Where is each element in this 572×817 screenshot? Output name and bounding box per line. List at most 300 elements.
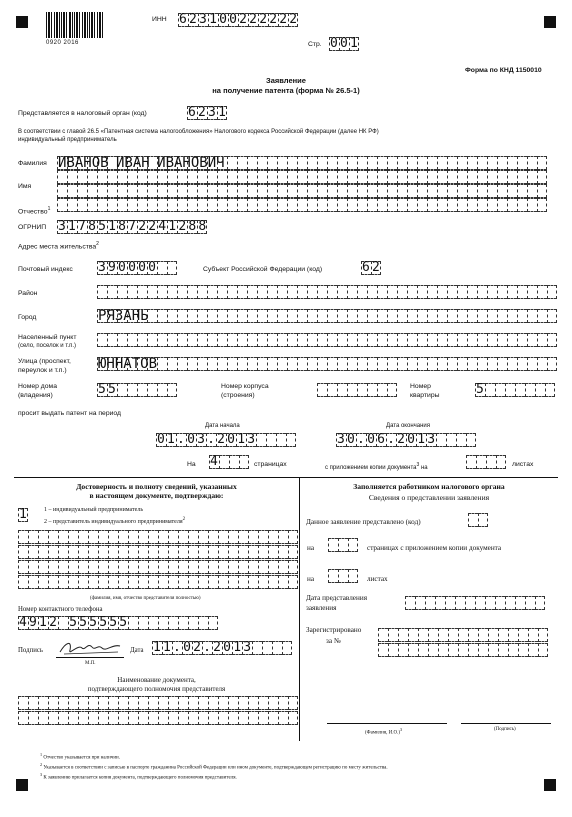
input-cell[interactable]: [238, 575, 248, 589]
input-cell[interactable]: [158, 616, 168, 630]
input-cell[interactable]: [427, 309, 437, 323]
input-cell[interactable]: [168, 616, 178, 630]
input-cell[interactable]: [177, 309, 187, 323]
input-cell[interactable]: [108, 560, 118, 574]
input-cell[interactable]: [266, 433, 276, 447]
input-cell[interactable]: [148, 545, 158, 559]
right-sheets-cells[interactable]: [328, 569, 358, 583]
input-cell[interactable]: [177, 285, 187, 299]
input-cell[interactable]: [467, 357, 477, 371]
input-cell[interactable]: [327, 198, 337, 212]
input-cell[interactable]: [138, 696, 148, 710]
input-cell[interactable]: [178, 530, 188, 544]
input-cell[interactable]: [327, 184, 337, 198]
input-cell[interactable]: [317, 333, 327, 347]
input-cell[interactable]: [267, 170, 277, 184]
input-cell[interactable]: [197, 184, 207, 198]
input-cell[interactable]: [458, 628, 468, 642]
input-cell[interactable]: [478, 643, 488, 657]
input-cell[interactable]: [297, 198, 307, 212]
input-cell[interactable]: [407, 170, 417, 184]
input-cell[interactable]: [467, 170, 477, 184]
input-cell[interactable]: [68, 575, 78, 589]
input-cell[interactable]: [527, 285, 537, 299]
input-cell[interactable]: [177, 333, 187, 347]
input-cell[interactable]: [237, 357, 247, 371]
input-cell[interactable]: [377, 198, 387, 212]
input-cell[interactable]: [425, 596, 435, 610]
input-cell[interactable]: [229, 455, 239, 469]
input-cell[interactable]: [248, 575, 258, 589]
input-cell[interactable]: [157, 333, 167, 347]
building-cells[interactable]: [317, 383, 397, 397]
input-cell[interactable]: [258, 696, 268, 710]
input-cell[interactable]: [218, 575, 228, 589]
input-cell[interactable]: [397, 357, 407, 371]
input-cell[interactable]: [535, 596, 545, 610]
input-cell[interactable]: [277, 156, 287, 170]
input-cell[interactable]: [487, 156, 497, 170]
input-cell[interactable]: [77, 170, 87, 184]
input-cell[interactable]: [138, 560, 148, 574]
input-cell[interactable]: [517, 309, 527, 323]
input-cell[interactable]: [327, 156, 337, 170]
input-cell[interactable]: [268, 560, 278, 574]
input-cell[interactable]: [257, 333, 267, 347]
input-cell[interactable]: [18, 545, 28, 559]
input-cell[interactable]: [219, 455, 229, 469]
input-cell[interactable]: [127, 184, 137, 198]
input-cell[interactable]: [178, 560, 188, 574]
input-cell[interactable]: [418, 643, 428, 657]
input-cell[interactable]: [168, 530, 178, 544]
input-cell[interactable]: [297, 333, 307, 347]
input-cell[interactable]: [367, 198, 377, 212]
input-cell[interactable]: [177, 184, 187, 198]
input-cell[interactable]: [357, 184, 367, 198]
input-cell[interactable]: [278, 696, 288, 710]
input-cell[interactable]: [117, 285, 127, 299]
input-cell[interactable]: [57, 184, 67, 198]
input-cell[interactable]: [317, 309, 327, 323]
input-cell[interactable]: [197, 333, 207, 347]
input-cell[interactable]: [287, 170, 297, 184]
input-cell[interactable]: [88, 696, 98, 710]
input-cell[interactable]: [98, 575, 108, 589]
input-cell[interactable]: [187, 184, 197, 198]
input-cell[interactable]: [517, 357, 527, 371]
input-cell[interactable]: [227, 198, 237, 212]
input-cell[interactable]: [128, 696, 138, 710]
input-cell[interactable]: [276, 433, 286, 447]
input-cell[interactable]: [188, 711, 198, 725]
input-cell[interactable]: [188, 530, 198, 544]
input-cell[interactable]: [547, 333, 557, 347]
input-cell[interactable]: [388, 643, 398, 657]
input-cell[interactable]: [307, 285, 317, 299]
right-pages-cells[interactable]: [328, 538, 358, 552]
input-cell[interactable]: [198, 616, 208, 630]
input-cell[interactable]: [337, 333, 347, 347]
input-cell[interactable]: [507, 333, 517, 347]
input-cell[interactable]: [248, 545, 258, 559]
input-cell[interactable]: [218, 530, 228, 544]
input-cell[interactable]: [258, 711, 268, 725]
input-cell[interactable]: [378, 643, 388, 657]
input-cell[interactable]: [537, 170, 547, 184]
input-cell[interactable]: [367, 383, 377, 397]
input-cell[interactable]: [207, 170, 217, 184]
input-cell[interactable]: [207, 198, 217, 212]
input-cell[interactable]: [262, 641, 272, 655]
input-cell[interactable]: [147, 383, 157, 397]
input-cell[interactable]: [78, 545, 88, 559]
input-cell[interactable]: [168, 560, 178, 574]
input-cell[interactable]: [417, 198, 427, 212]
input-cell[interactable]: [108, 696, 118, 710]
input-cell[interactable]: [435, 596, 445, 610]
locality-cells[interactable]: [97, 333, 557, 347]
input-cell[interactable]: [377, 285, 387, 299]
input-cell[interactable]: [457, 184, 467, 198]
input-cell[interactable]: [137, 383, 147, 397]
input-cell[interactable]: [88, 530, 98, 544]
input-cell[interactable]: [397, 333, 407, 347]
input-cell[interactable]: [67, 198, 77, 212]
input-cell[interactable]: [357, 170, 367, 184]
input-cell[interactable]: [527, 184, 537, 198]
input-cell[interactable]: [217, 357, 227, 371]
input-cell[interactable]: [367, 170, 377, 184]
input-cell[interactable]: [138, 616, 148, 630]
input-cell[interactable]: [178, 616, 188, 630]
input-cell[interactable]: [38, 711, 48, 725]
input-cell[interactable]: [537, 156, 547, 170]
input-cell[interactable]: [288, 696, 298, 710]
input-cell[interactable]: [407, 333, 417, 347]
input-cell[interactable]: [207, 309, 217, 323]
input-cell[interactable]: [108, 711, 118, 725]
input-cell[interactable]: [158, 530, 168, 544]
input-cell[interactable]: [465, 596, 475, 610]
input-cell[interactable]: [277, 333, 287, 347]
input-cell[interactable]: [188, 696, 198, 710]
input-cell[interactable]: [268, 575, 278, 589]
input-cell[interactable]: [218, 711, 228, 725]
input-cell[interactable]: [477, 333, 487, 347]
input-cell[interactable]: [18, 575, 28, 589]
input-cell[interactable]: [207, 184, 217, 198]
input-cell[interactable]: [437, 333, 447, 347]
input-cell[interactable]: [278, 530, 288, 544]
input-cell[interactable]: [518, 643, 528, 657]
input-cell[interactable]: [78, 575, 88, 589]
input-cell[interactable]: [158, 575, 168, 589]
input-cell[interactable]: [417, 170, 427, 184]
input-cell[interactable]: [257, 357, 267, 371]
input-cell[interactable]: [267, 198, 277, 212]
input-cell[interactable]: [367, 309, 377, 323]
input-cell[interactable]: [455, 596, 465, 610]
input-cell[interactable]: [497, 156, 507, 170]
input-cell[interactable]: [327, 333, 337, 347]
input-cell[interactable]: [198, 711, 208, 725]
input-cell[interactable]: [108, 530, 118, 544]
input-cell[interactable]: [158, 560, 168, 574]
input-cell[interactable]: [508, 643, 518, 657]
input-cell[interactable]: [278, 560, 288, 574]
input-cell[interactable]: [338, 569, 348, 583]
input-cell[interactable]: [78, 711, 88, 725]
input-cell[interactable]: [347, 333, 357, 347]
input-cell[interactable]: [527, 357, 537, 371]
input-cell[interactable]: [317, 285, 327, 299]
input-cell[interactable]: [297, 184, 307, 198]
input-cell[interactable]: [477, 156, 487, 170]
input-cell[interactable]: [287, 285, 297, 299]
input-cell[interactable]: [427, 156, 437, 170]
input-cell[interactable]: [517, 333, 527, 347]
input-cell[interactable]: [347, 198, 357, 212]
input-cell[interactable]: [347, 156, 357, 170]
input-cell[interactable]: [68, 696, 78, 710]
input-cell[interactable]: [267, 333, 277, 347]
input-cell[interactable]: [417, 156, 427, 170]
input-cell[interactable]: [88, 560, 98, 574]
input-cell[interactable]: [207, 285, 217, 299]
input-cell[interactable]: [58, 545, 68, 559]
input-cell[interactable]: [317, 170, 327, 184]
input-cell[interactable]: [177, 357, 187, 371]
input-cell[interactable]: [188, 560, 198, 574]
input-cell[interactable]: [378, 628, 388, 642]
input-cell[interactable]: [167, 357, 177, 371]
input-cell[interactable]: [517, 156, 527, 170]
input-cell[interactable]: [307, 184, 317, 198]
input-cell[interactable]: [505, 596, 515, 610]
input-cell[interactable]: [68, 560, 78, 574]
input-cell[interactable]: [128, 711, 138, 725]
input-cell[interactable]: [87, 170, 97, 184]
input-cell[interactable]: [307, 198, 317, 212]
input-cell[interactable]: [517, 285, 527, 299]
input-cell[interactable]: [408, 643, 418, 657]
input-cell[interactable]: [498, 628, 508, 642]
input-cell[interactable]: [527, 309, 537, 323]
input-cell[interactable]: [427, 333, 437, 347]
input-cell[interactable]: [337, 383, 347, 397]
input-cell[interactable]: [178, 711, 188, 725]
input-cell[interactable]: [57, 198, 67, 212]
input-cell[interactable]: [167, 383, 177, 397]
input-cell[interactable]: [338, 538, 348, 552]
input-cell[interactable]: [477, 198, 487, 212]
input-cell[interactable]: [448, 643, 458, 657]
input-cell[interactable]: [427, 184, 437, 198]
input-cell[interactable]: [107, 285, 117, 299]
input-cell[interactable]: [347, 383, 357, 397]
input-cell[interactable]: [157, 357, 167, 371]
input-cell[interactable]: [498, 643, 508, 657]
input-cell[interactable]: [118, 696, 128, 710]
input-cell[interactable]: [227, 357, 237, 371]
input-cell[interactable]: [496, 455, 506, 469]
input-cell[interactable]: [157, 184, 167, 198]
input-cell[interactable]: [18, 560, 28, 574]
input-cell[interactable]: [208, 545, 218, 559]
input-cell[interactable]: [228, 560, 238, 574]
input-cell[interactable]: [507, 285, 517, 299]
input-cell[interactable]: [238, 711, 248, 725]
input-cell[interactable]: [446, 433, 456, 447]
input-cell[interactable]: [507, 357, 517, 371]
input-cell[interactable]: [178, 545, 188, 559]
input-cell[interactable]: [268, 696, 278, 710]
input-cell[interactable]: [387, 170, 397, 184]
input-cell[interactable]: [277, 309, 287, 323]
input-cell[interactable]: [78, 560, 88, 574]
input-cell[interactable]: [288, 560, 298, 574]
input-cell[interactable]: [537, 309, 547, 323]
input-cell[interactable]: [317, 383, 327, 397]
input-cell[interactable]: [238, 530, 248, 544]
input-cell[interactable]: [347, 357, 357, 371]
input-cell[interactable]: [367, 357, 377, 371]
input-cell[interactable]: [505, 383, 515, 397]
input-cell[interactable]: [457, 198, 467, 212]
input-cell[interactable]: [227, 333, 237, 347]
input-cell[interactable]: [428, 643, 438, 657]
input-cell[interactable]: [38, 560, 48, 574]
input-cell[interactable]: [288, 530, 298, 544]
input-cell[interactable]: [217, 285, 227, 299]
input-cell[interactable]: [97, 198, 107, 212]
input-cell[interactable]: [307, 333, 317, 347]
input-cell[interactable]: [282, 641, 292, 655]
input-cell[interactable]: [307, 309, 317, 323]
input-cell[interactable]: [337, 285, 347, 299]
input-cell[interactable]: [485, 383, 495, 397]
input-cell[interactable]: [397, 309, 407, 323]
input-cell[interactable]: [528, 643, 538, 657]
input-cell[interactable]: [418, 628, 428, 642]
input-cell[interactable]: [187, 285, 197, 299]
input-cell[interactable]: [417, 309, 427, 323]
input-cell[interactable]: [237, 285, 247, 299]
input-cell[interactable]: [217, 333, 227, 347]
input-cell[interactable]: [127, 383, 137, 397]
input-cell[interactable]: [507, 198, 517, 212]
input-cell[interactable]: [497, 333, 507, 347]
input-cell[interactable]: [537, 357, 547, 371]
input-cell[interactable]: [148, 530, 158, 544]
input-cell[interactable]: [208, 560, 218, 574]
input-cell[interactable]: [357, 309, 367, 323]
input-cell[interactable]: [187, 357, 197, 371]
input-cell[interactable]: [486, 455, 496, 469]
input-cell[interactable]: [57, 170, 67, 184]
input-cell[interactable]: [107, 333, 117, 347]
input-cell[interactable]: [348, 538, 358, 552]
input-cell[interactable]: [447, 170, 457, 184]
input-cell[interactable]: [137, 198, 147, 212]
input-cell[interactable]: [237, 184, 247, 198]
input-cell[interactable]: [48, 530, 58, 544]
input-cell[interactable]: [217, 309, 227, 323]
input-cell[interactable]: [387, 156, 397, 170]
input-cell[interactable]: [267, 156, 277, 170]
input-cell[interactable]: [407, 357, 417, 371]
input-cell[interactable]: [485, 596, 495, 610]
input-cell[interactable]: [447, 309, 457, 323]
input-cell[interactable]: [247, 156, 257, 170]
input-cell[interactable]: [128, 545, 138, 559]
input-cell[interactable]: [177, 170, 187, 184]
input-cell[interactable]: [87, 198, 97, 212]
input-cell[interactable]: [487, 333, 497, 347]
input-cell[interactable]: [167, 184, 177, 198]
input-cell[interactable]: [347, 309, 357, 323]
input-cell[interactable]: [287, 309, 297, 323]
input-cell[interactable]: [117, 184, 127, 198]
presented-cells[interactable]: [468, 513, 488, 527]
input-cell[interactable]: [158, 696, 168, 710]
input-cell[interactable]: [127, 170, 137, 184]
input-cell[interactable]: [157, 285, 167, 299]
input-cell[interactable]: [147, 184, 157, 198]
input-cell[interactable]: [397, 285, 407, 299]
input-cell[interactable]: [497, 309, 507, 323]
input-cell[interactable]: [168, 711, 178, 725]
input-cell[interactable]: [217, 184, 227, 198]
input-cell[interactable]: [187, 333, 197, 347]
sheets-cells[interactable]: [466, 455, 506, 469]
input-cell[interactable]: [427, 170, 437, 184]
input-cell[interactable]: [268, 545, 278, 559]
input-cell[interactable]: [488, 628, 498, 642]
input-cell[interactable]: [397, 156, 407, 170]
input-cell[interactable]: [288, 711, 298, 725]
input-cell[interactable]: [237, 333, 247, 347]
input-cell[interactable]: [457, 285, 467, 299]
input-cell[interactable]: [277, 357, 287, 371]
input-cell[interactable]: [377, 309, 387, 323]
input-cell[interactable]: [38, 575, 48, 589]
input-cell[interactable]: [527, 198, 537, 212]
input-cell[interactable]: [448, 628, 458, 642]
input-cell[interactable]: [227, 285, 237, 299]
input-cell[interactable]: [267, 184, 277, 198]
input-cell[interactable]: [507, 156, 517, 170]
input-cell[interactable]: [388, 628, 398, 642]
input-cell[interactable]: [167, 285, 177, 299]
input-cell[interactable]: [257, 285, 267, 299]
input-cell[interactable]: [488, 643, 498, 657]
input-cell[interactable]: [148, 696, 158, 710]
input-cell[interactable]: [327, 309, 337, 323]
input-cell[interactable]: [398, 643, 408, 657]
input-cell[interactable]: [167, 198, 177, 212]
input-cell[interactable]: [148, 575, 158, 589]
input-cell[interactable]: [527, 156, 537, 170]
input-cell[interactable]: [137, 170, 147, 184]
input-cell[interactable]: [168, 575, 178, 589]
input-cell[interactable]: [272, 641, 282, 655]
input-cell[interactable]: [457, 309, 467, 323]
input-cell[interactable]: [507, 184, 517, 198]
input-cell[interactable]: [158, 711, 168, 725]
input-cell[interactable]: [197, 357, 207, 371]
